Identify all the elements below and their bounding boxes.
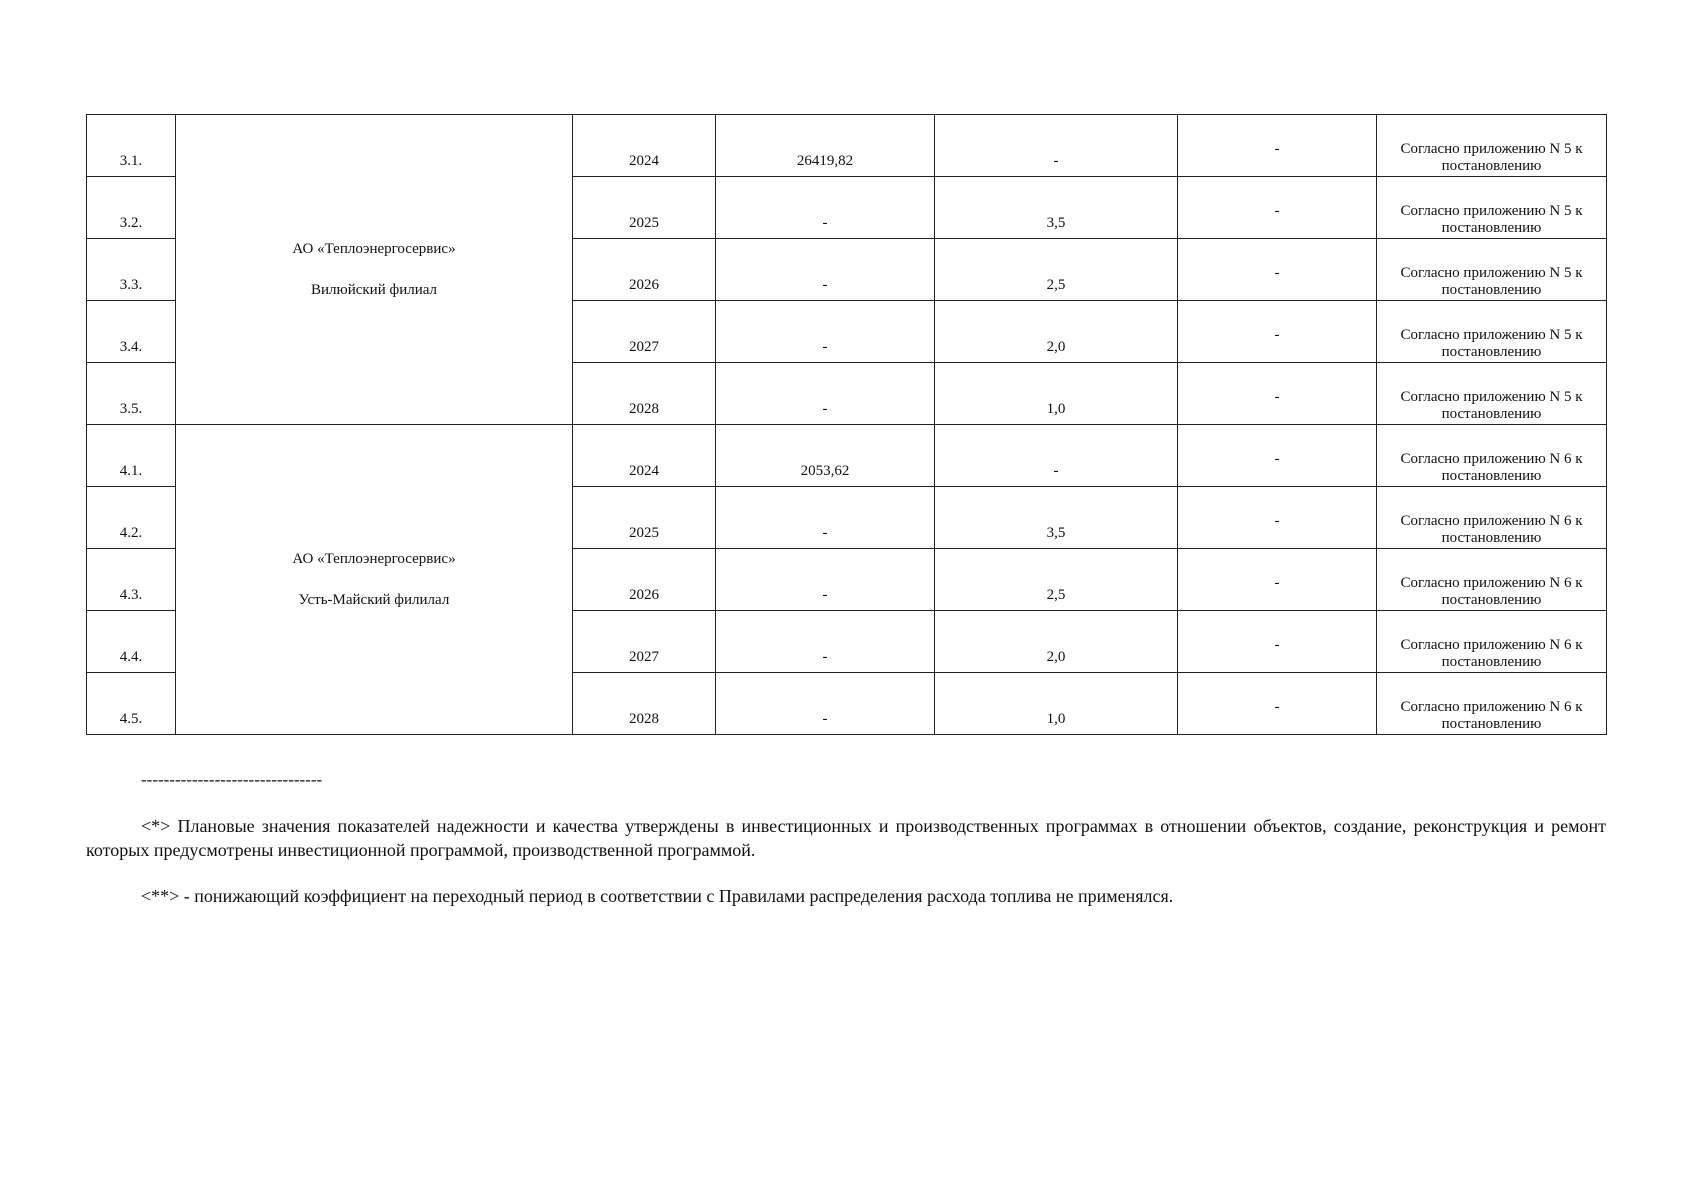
note-cell [1377,425,1607,487]
note-line-1: Согласно приложению N 6 к [1400,575,1583,591]
note-line-1: Согласно приложению N 6 к [1400,513,1583,529]
dash-cell: - [1178,363,1377,425]
footnote-2: <**> - понижающий коэффициент на переходный период в соответствии с Правилами распределения расхода топлива не применялся. [141,886,1174,906]
coefficient-cell: - [935,425,1178,487]
branch-name: Усть-Майский филилал [298,591,450,608]
indicators-table [86,114,1607,735]
dash-cell: - [1178,487,1377,549]
indicators-table-body [87,115,1607,735]
year-cell: 2026 [573,549,716,611]
note-cell [1377,549,1607,611]
value-cell: - [716,239,935,301]
row-number: 3.4. [87,301,176,363]
note-line-1: Согласно приложению N 6 к [1400,451,1583,467]
organization-name: АО «Теплоэнергосервис» [292,240,456,257]
note-cell [1377,239,1607,301]
value-cell: - [716,363,935,425]
year-cell: 2027 [573,611,716,673]
row-number: 3.3. [87,239,176,301]
note-line-1: Согласно приложению N 5 к [1400,265,1583,281]
note-line-2: постановлению [1441,716,1542,732]
note-cell [1377,177,1607,239]
dash-cell: - [1178,301,1377,363]
dash-cell: - [1178,425,1377,487]
note-cell [1377,115,1607,177]
note-line-2: постановлению [1441,592,1542,608]
note-line-2: постановлению [1441,654,1542,670]
note-line-2: постановлению [1441,220,1542,236]
note-cell [1377,487,1607,549]
value-cell: 2053,62 [716,425,935,487]
value-cell: - [716,611,935,673]
coefficient-cell: 2,5 [935,549,1178,611]
value-cell: - [716,301,935,363]
value-cell: - [716,549,935,611]
year-cell: 2025 [573,487,716,549]
row-number: 3.2. [87,177,176,239]
coefficient-cell: 2,5 [935,239,1178,301]
note-cell [1377,363,1607,425]
value-cell: - [716,487,935,549]
footnote-1: <*> Плановые значения показателей надежности и качества утверждены в инвестиционных и производственных программах в отношении объектов, создание, реконструкция и ремонт которых предусмотрены инвестиционной программой, производственной программой. [86,816,1606,860]
row-number: 4.4. [87,611,176,673]
year-cell: 2028 [573,673,716,735]
note-line-1: Согласно приложению N 5 к [1400,141,1583,157]
value-cell: - [716,673,935,735]
table-row [87,425,1607,487]
note-line-1: Согласно приложению N 5 к [1400,203,1583,219]
row-number: 3.5. [87,363,176,425]
note-cell [1377,611,1607,673]
dash-cell: - [1178,611,1377,673]
organization-cell [176,425,573,735]
dash-cell: - [1178,549,1377,611]
note-line-1: Согласно приложению N 5 к [1400,389,1583,405]
row-number: 4.3. [87,549,176,611]
dash-cell: - [1178,115,1377,177]
note-line-1: Согласно приложению N 6 к [1400,637,1583,653]
coefficient-cell: 3,5 [935,177,1178,239]
organization-cell [176,115,573,425]
table-row [87,115,1607,177]
coefficient-cell: 1,0 [935,363,1178,425]
coefficient-cell: 1,0 [935,673,1178,735]
footnote-separator: -------------------------------- [141,770,323,789]
row-number: 4.5. [87,673,176,735]
organization-name: АО «Теплоэнергосервис» [292,550,456,567]
year-cell: 2025 [573,177,716,239]
note-line-2: постановлению [1441,344,1542,360]
year-cell: 2024 [573,115,716,177]
note-line-2: постановлению [1441,406,1542,422]
value-cell: - [716,177,935,239]
branch-name: Вилюйский филиал [310,281,438,298]
coefficient-cell: 3,5 [935,487,1178,549]
note-line-1: Согласно приложению N 6 к [1400,699,1583,715]
dash-cell: - [1178,239,1377,301]
year-cell: 2027 [573,301,716,363]
year-cell: 2026 [573,239,716,301]
value-cell: 26419,82 [716,115,935,177]
dash-cell: - [1178,177,1377,239]
note-cell [1377,673,1607,735]
note-line-2: постановлению [1441,468,1542,484]
year-cell: 2024 [573,425,716,487]
row-number: 3.1. [87,115,176,177]
year-cell: 2028 [573,363,716,425]
note-line-2: постановлению [1441,530,1542,546]
row-number: 4.1. [87,425,176,487]
note-line-1: Согласно приложению N 5 к [1400,327,1583,343]
coefficient-cell: - [935,115,1178,177]
note-line-2: постановлению [1441,282,1542,298]
note-line-2: постановлению [1441,158,1542,174]
coefficient-cell: 2,0 [935,301,1178,363]
coefficient-cell: 2,0 [935,611,1178,673]
dash-cell: - [1178,673,1377,735]
note-cell [1377,301,1607,363]
row-number: 4.2. [87,487,176,549]
